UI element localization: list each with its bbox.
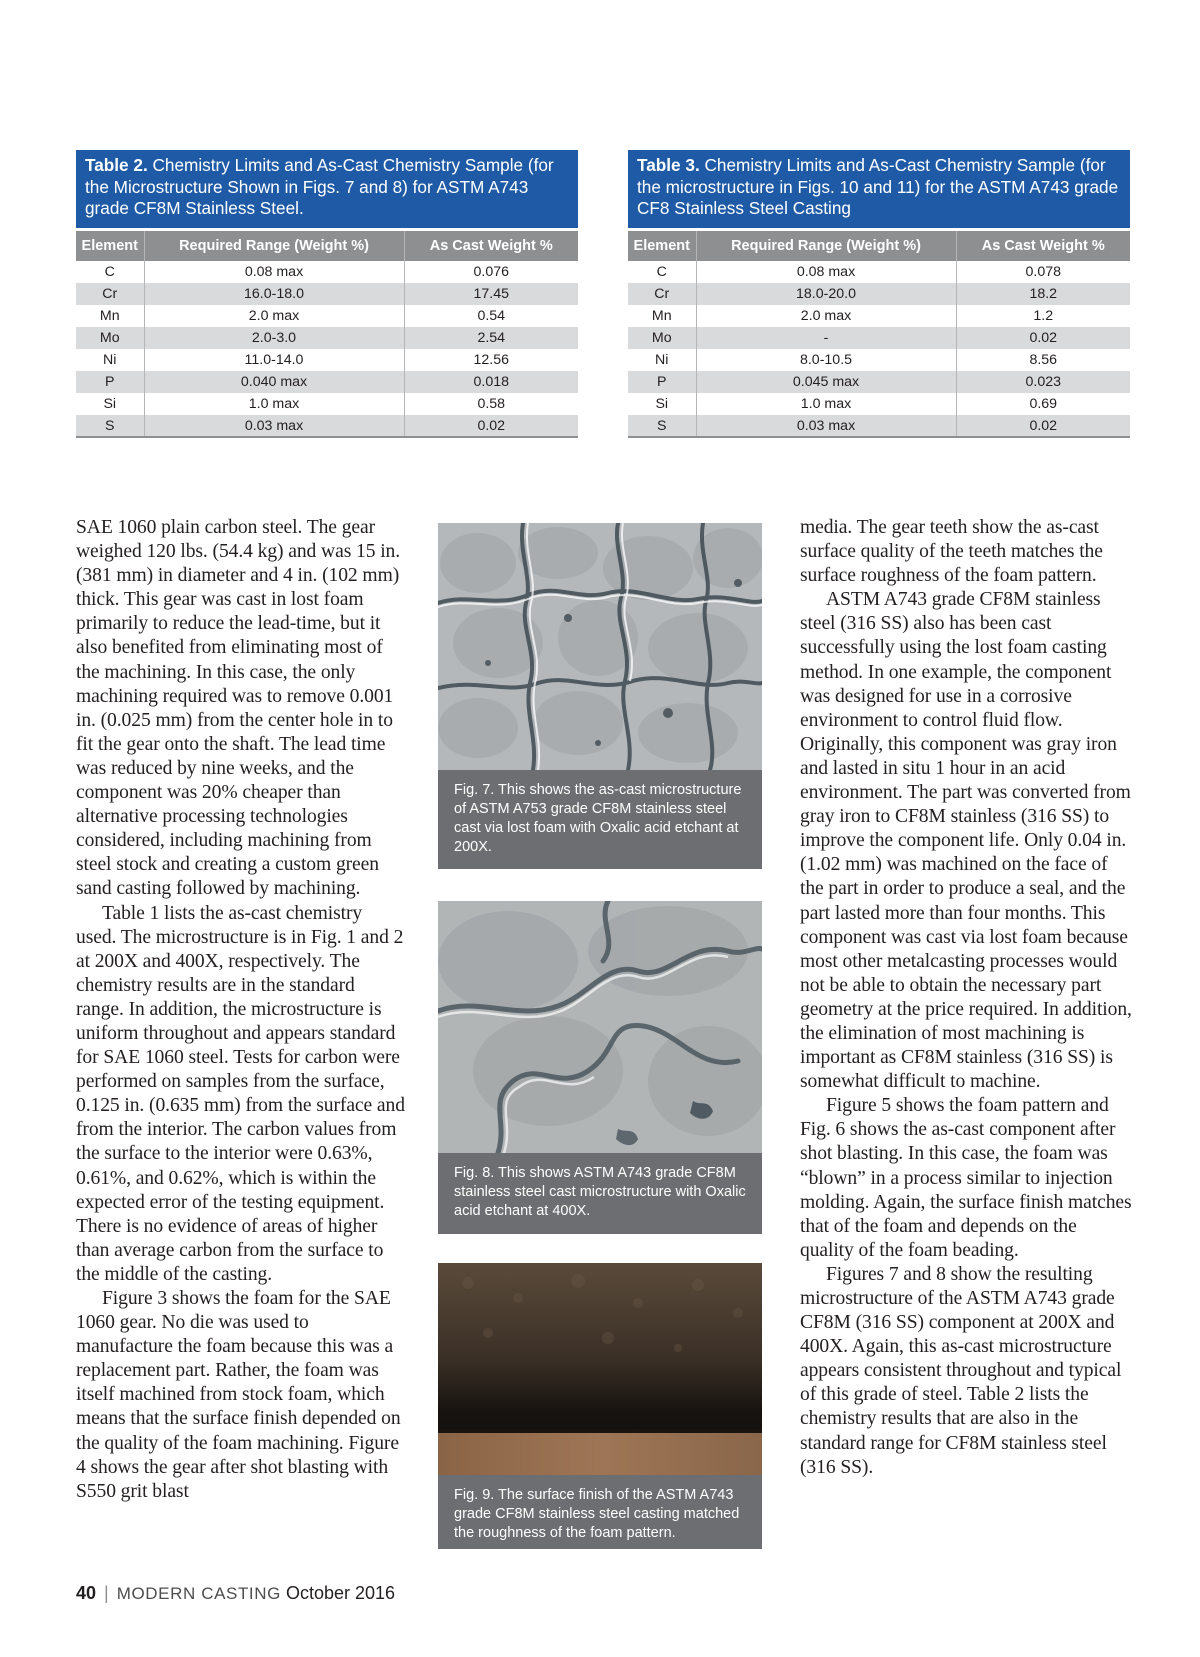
table-2-grid <box>76 231 578 438</box>
table-cell: Cr <box>76 283 144 305</box>
casting-surface-image <box>438 1263 762 1475</box>
table-cell: Cr <box>628 283 696 305</box>
body-paragraph: Table 1 lists the as-cast chemistry used. The microstructure is in Fig. 1 and 2 at 200X and 400X, respectively. The chemistry results are in the standard range. In addition, the microstructure is uniform throughout and appears standard for SAE 1060 steel. Tests for carbon were performed on samples from the surface, 0.125 in. (0.635 mm) from the surface and from the interior. The carbon values from the surface to the interior were 0.63%, 0.61%, and 0.62%, which is within the expected error of the testing equipment. There is no evidence of areas of higher than average carbon from the surface to the middle of the casting. <box>76 902 405 1285</box>
table-cell: 11.0-14.0 <box>144 349 404 371</box>
table-cell: 0.018 <box>404 371 578 393</box>
micrograph-400x-image <box>438 901 762 1153</box>
table-row <box>628 305 1130 327</box>
table-cell: Mn <box>628 305 696 327</box>
table-3-title-bar <box>628 150 1130 231</box>
table-3-grid <box>628 231 1130 438</box>
table-row <box>76 305 578 327</box>
table-cell: Si <box>628 393 696 415</box>
body-paragraph: SAE 1060 plain carbon steel. The gear weighed 120 lbs. (54.4 kg) and was 15 in. (381 mm) in diameter and 4 in. (102 mm) thick. This gear was cast in lost foam primarily to reduce the lead-time, but it also benefited from eliminating most of the machining. In this case, the only machining required was to remove 0.001 in. (0.025 mm) from the center hole in to fit the gear onto the shaft. The lead time was reduced by nine weeks, and the component was 20% cheaper than alternative processing technologies considered, including machining from steel stock and creating a custom green sand casting followed by machining. <box>76 517 401 900</box>
table-3 <box>628 150 1130 438</box>
table-row <box>628 327 1130 349</box>
table-cell: 0.02 <box>404 415 578 437</box>
table-header-cell: Element <box>628 231 696 261</box>
table-cell: 17.45 <box>404 283 578 305</box>
table-2-header-row <box>76 231 578 261</box>
table-row <box>76 349 578 371</box>
table-row <box>76 415 578 437</box>
table-2-label: Table 2. <box>85 155 148 175</box>
table-cell: 1.0 max <box>696 393 956 415</box>
table-cell: 0.023 <box>956 371 1130 393</box>
table-cell: 0.69 <box>1029 396 1058 412</box>
table-header-cell: As Cast Weight % <box>956 231 1130 261</box>
table-row <box>76 393 578 415</box>
table-cell: C <box>628 261 696 283</box>
footer-separator: | <box>104 1583 109 1603</box>
table-cell: Mo <box>628 327 696 349</box>
table-cell: 0.08 max <box>144 261 404 283</box>
micrograph-200x-image <box>438 523 762 770</box>
table-cell: 2.54 <box>404 327 578 349</box>
table-cell: 1.0 max <box>144 393 404 415</box>
left-text-column <box>76 516 406 1504</box>
table-cell: 0.03 max <box>696 415 956 437</box>
table-row <box>628 393 1130 415</box>
table-cell: 2.0 max <box>696 305 956 327</box>
table-cell: - <box>696 327 956 349</box>
body-paragraph: Figures 7 and 8 show the resulting microstructure of the ASTM A743 grade CF8M (316 SS) component at 200X and 400X. Again, this as-cast microstructure appears consistent throughout and typical of this grade of steel. Table 2 lists the chemistry results that are also in the standard range for CF8M stainless steel (316 SS). <box>800 1263 1122 1478</box>
table-row <box>76 283 578 305</box>
figure-8 <box>438 901 762 1234</box>
body-paragraph: ASTM A743 grade CF8M stainless steel (316 SS) also has been cast successfully using the lost foam casting method. In one example, the component was designed for use in a corrosive environment to control fluid flow. Originally, this component was gray iron and lasted in situ 1 hour in an acid environment. The part was converted from gray iron to CF8M stainless (316 SS) to improve the component life. Only 0.04 in. (1.02 mm) was machined on the face of the part in order to produce a seal, and the part lasted more than four months. This component was cast via lost foam because most other metalcasting processes would not be able to obtain the necessary part geometry at the price required. In addition, the elimination of most machining is important as CF8M stainless (316 SS) is somewhat difficult to machine. <box>800 589 1132 1093</box>
page-footer <box>76 1583 395 1604</box>
table-2 <box>76 150 578 438</box>
table-row <box>76 261 578 283</box>
table-cell: 0.08 max <box>696 261 956 283</box>
table-cell: 0.54 <box>477 308 506 324</box>
table-cell: 16.0-18.0 <box>144 283 404 305</box>
table-cell: 12.56 <box>473 352 509 368</box>
table-row <box>628 283 1130 305</box>
table-3-label: Table 3. <box>637 155 700 175</box>
page-number: 40 <box>76 1583 97 1603</box>
table-cell: Ni <box>628 349 696 371</box>
table-cell: 18.0-20.0 <box>696 283 956 305</box>
table-cell: Mo <box>76 327 144 349</box>
table-cell: Mn <box>76 305 144 327</box>
body-paragraph: Figure 3 shows the foam for the SAE 1060 gear. No die was used to manufacture the foam because this was a replacement part. Rather, the foam was itself machined from stock foam, which means that the surface finish depended on the quality of the foam machining. Figure 4 shows the gear after shot blasting with S550 grit blast <box>76 1288 401 1502</box>
table-cell: 2.0-3.0 <box>144 327 404 349</box>
table-cell: P <box>76 371 144 393</box>
table-3-header-row <box>628 231 1130 261</box>
figure-7-caption: Fig. 7. This shows the as-cast microstructure of ASTM A753 grade CF8M stainless steel cast via lost foam with Oxalic acid etchant at 200X. <box>438 770 762 869</box>
table-cell: 0.076 <box>473 264 509 280</box>
table-2-title: Chemistry Limits and As-Cast Chemistry Sample (for the Microstructure Shown in Figs. 7 and 8) for ASTM A743 grade CF8M Stainless Steel. <box>85 155 554 218</box>
table-cell: 0.03 max <box>144 415 404 437</box>
table-cell: S <box>76 415 144 437</box>
table-cell: Si <box>76 393 144 415</box>
table-header-cell: Required Range (Weight %) <box>696 231 956 261</box>
table-cell: 0.040 max <box>144 371 404 393</box>
table-cell: 8.56 <box>1029 352 1058 368</box>
magazine-name: MODERN CASTING <box>116 1584 281 1603</box>
table-cell: 18.2 <box>956 283 1130 305</box>
table-cell: 0.078 <box>1025 264 1061 280</box>
table-2-title-bar <box>76 150 578 231</box>
figure-9 <box>438 1263 762 1549</box>
table-row <box>76 327 578 349</box>
table-cell: 0.58 <box>477 396 506 412</box>
table-header-cell: As Cast Weight % <box>404 231 578 261</box>
table-row <box>76 371 578 393</box>
figure-8-caption: Fig. 8. This shows ASTM A743 grade CF8M stainless steel cast microstructure with Oxalic acid etchant at 400X. <box>438 1153 762 1234</box>
table-cell: 0.045 max <box>696 371 956 393</box>
table-row <box>628 371 1130 393</box>
table-cell: 8.0-10.5 <box>696 349 956 371</box>
table-cell: P <box>628 371 696 393</box>
table-3-title: Chemistry Limits and As-Cast Chemistry Sample (for the microstructure in Figs. 10 and 11) for the ASTM A743 grade CF8 Stainless Steel Casting <box>637 155 1119 218</box>
table-header-cell: Element <box>76 231 144 261</box>
table-row <box>628 349 1130 371</box>
table-row <box>628 415 1130 437</box>
table-header-cell: Required Range (Weight %) <box>144 231 404 261</box>
table-cell: S <box>628 415 696 437</box>
issue-date: October 2016 <box>285 1583 396 1603</box>
table-cell: 0.02 <box>956 327 1130 349</box>
figure-7 <box>438 523 762 869</box>
figure-9-caption: Fig. 9. The surface finish of the ASTM A743 grade CF8M stainless steel casting matched the roughness of the foam pattern. <box>438 1475 762 1549</box>
right-text-column <box>800 516 1135 1480</box>
table-cell: 0.02 <box>956 415 1130 437</box>
table-cell: C <box>76 261 144 283</box>
body-paragraph: Figure 5 shows the foam pattern and Fig. 6 shows the as-cast component after shot blasting. In this case, the foam was “blown” in a process similar to injection molding. Again, the surface finish matches that of the foam and depends on the quality of the foam beading. <box>800 1095 1132 1261</box>
body-paragraph: media. The gear teeth show the as-cast surface quality of the teeth matches the surface roughness of the foam pattern. <box>800 517 1103 587</box>
table-row <box>628 261 1130 283</box>
table-cell: 2.0 max <box>144 305 404 327</box>
table-cell: 1.2 <box>1033 308 1054 324</box>
table-cell: Ni <box>76 349 144 371</box>
